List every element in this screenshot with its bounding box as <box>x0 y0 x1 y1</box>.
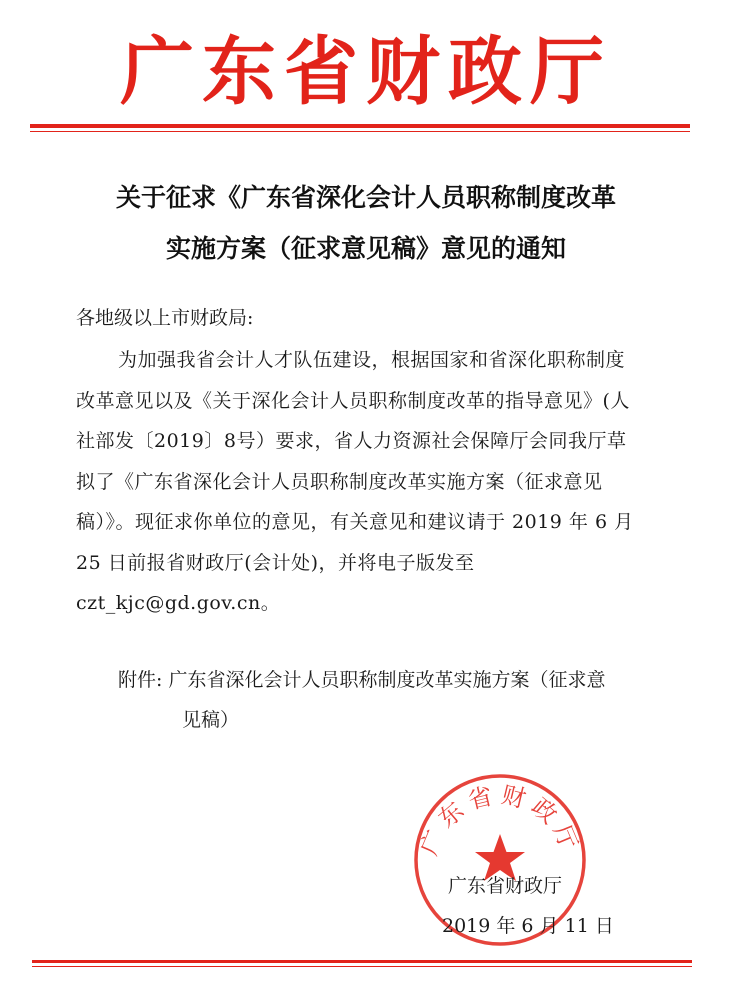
document-title-line: 关于征求《广东省深化会计人员职称制度改革 <box>115 183 616 212</box>
header-red-rule-thick <box>30 124 690 128</box>
agency-header-title: 广东省财政厅 <box>120 29 612 115</box>
attachment-line: 见稿） <box>182 709 240 731</box>
body-line: 25 日前报省财政厅(会计处)，并将电子版发至 <box>76 551 475 574</box>
attachment-line: 附件: 广东省深化会计人员职称制度改革实施方案（征求意 <box>118 669 606 691</box>
header-red-rule-thin <box>30 131 690 132</box>
document-title-line: 实施方案（征求意见稿》意见的通知 <box>165 234 566 263</box>
body-paragraph <box>76 340 686 624</box>
body-line: 拟了《广东省深化会计人员职称制度改革实施方案（征求意见 <box>76 470 603 493</box>
signature-org: 广东省财政厅 <box>448 875 563 897</box>
body-line: 为加强我省会计人才队伍建设，根据国家和省深化职称制度 <box>118 349 626 371</box>
salutation: 各地级以上市财政局: <box>76 307 254 329</box>
footer-red-rule-thin <box>32 966 692 967</box>
body-line: 改革意见以及《关于深化会计人员职称制度改革的指导意见》(人 <box>76 389 630 412</box>
signature-date: 2019 年 6 月 11 日 <box>442 915 614 937</box>
signature-block <box>420 866 620 946</box>
body-line: 社部发〔2019〕8号）要求，省人力资源社会保障厅会同我厅草 <box>76 430 627 452</box>
seal-arc-text: 广东省财政厅 <box>414 780 586 860</box>
attachment-note <box>118 660 688 740</box>
email-line: czt_kjc@gd.gov.cn。 <box>76 592 281 614</box>
footer-red-rule-thick <box>32 960 692 963</box>
body-line: 稿）》。现征求你单位的意见，有关意见和建议请于 2019 年 6 月 <box>76 511 634 533</box>
document-title <box>40 172 692 274</box>
